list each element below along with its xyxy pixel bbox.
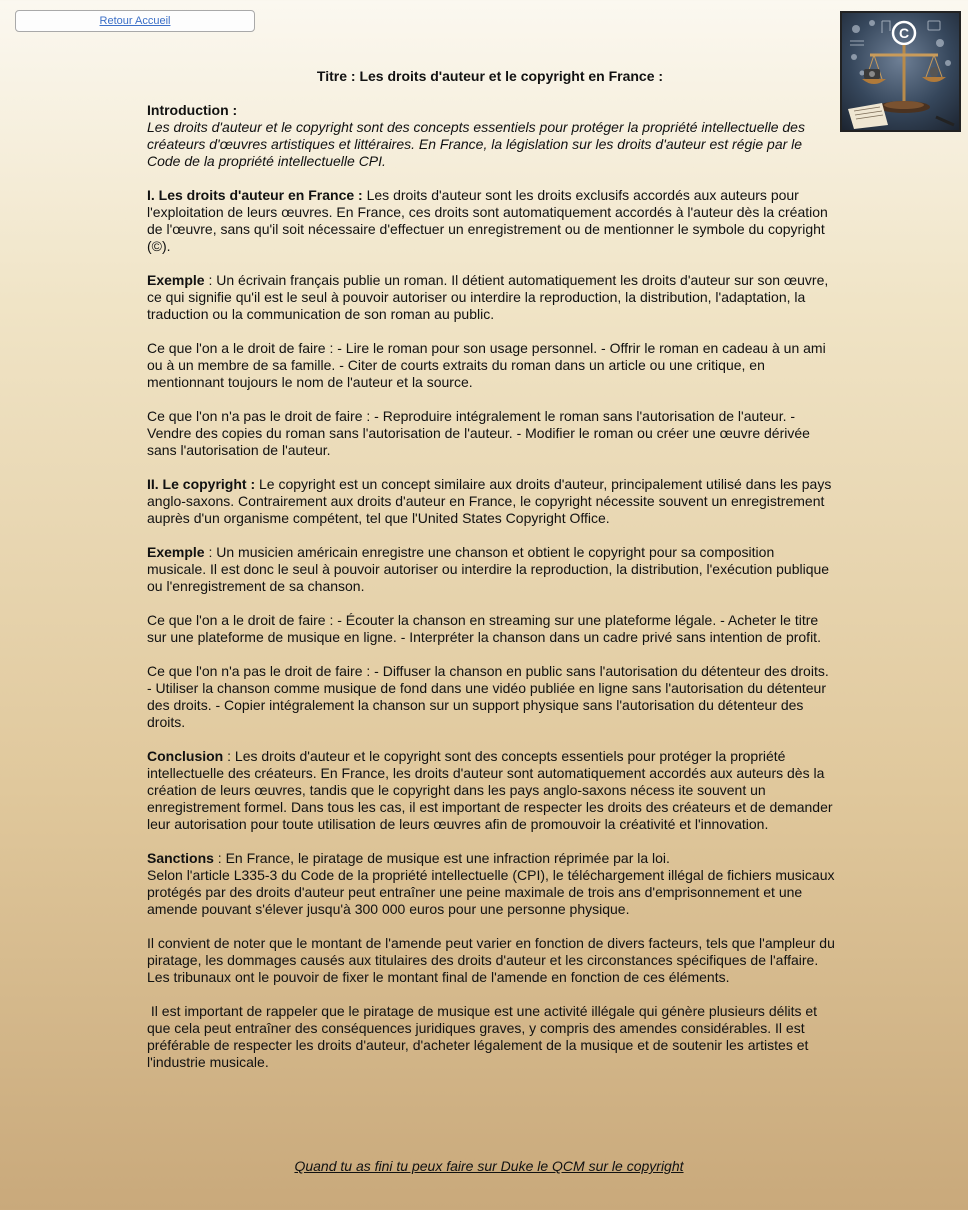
section2-allowed: Ce que l'on a le droit de faire : - Écouter la chanson en streaming sur une plateforme légale. - Acheter le titre sur une plateforme de musique en ligne. - Interpréter la chanson dans un cadre privé sans intention de profit. (147, 612, 821, 645)
qcm-link[interactable]: Quand tu as fini tu peux faire sur Duke le QCM sur le copyright (294, 1158, 684, 1174)
section1-paragraph (147, 187, 837, 255)
section1-example-label: Exemple (147, 272, 205, 288)
section1-allowed: Ce que l'on a le droit de faire : - Lire le roman pour son usage personnel. - Offrir le roman en cadeau à un ami ou à un membre de sa famille. - Citer de courts extraits du roman dans un article ou une critique, en mentionnant toujours le nom de l'auteur et la source. (147, 340, 826, 390)
sanctions-label: Sanctions (147, 850, 214, 866)
section2-paragraph (147, 476, 837, 527)
sanctions-line1: : En France, le piratage de musique est une infraction réprimée par la loi. (213, 850, 670, 866)
section2-example-text: : Un musicien américain enregistre une chanson et obtient le copyright pour sa composition musicale. Il est donc le seul à pouvoir autoriser ou interdire la reproduction, la distribution, l'exécution publique ou l'enregistrement de sa chanson. (147, 544, 830, 594)
section1-example (147, 272, 837, 323)
article-body (147, 102, 837, 1088)
sanctions-paragraph (147, 850, 837, 918)
sanctions-line2: Selon l'article L335-3 du Code de la propriété intellectuelle (CPI), le téléchargement illégal de fichiers musicaux protégés par des droits d'auteur peut entraîner une peine maximale de trois ans d'emprisonnement et une amende pouvant s'élever jusqu'à 300 000 euros pour une personne physique. (147, 867, 835, 917)
section1-example-text: : Un écrivain français publie un roman. Il détient automatiquement les droits d'auteur sur son œuvre, ce qui signifie qu'il est le seul à pouvoir autoriser ou interdire la reproduction, la distribution, l'adaptation, la traduction ou la communication de son roman au public. (147, 272, 829, 322)
section2-forbidden: Ce que l'on n'a pas le droit de faire : - Diffuser la chanson en public sans l'autorisation du détenteur des droits. - Utiliser la chanson comme musique de fond dans une vidéo publiée en ligne sans l'autorisation du détenteur des droits. - Copier intégralement la chanson sur un support physique sans l'autorisation du détenteur des droits. (147, 663, 829, 730)
section2-text: Le copyright est un concept similaire aux droits d'auteur, principalement utilisé dans les pays anglo-saxons. Contrairement aux droits d'auteur en France, le copyright nécessite souvent un enregistrement auprès d'un organisme compétent, tel que l'United States Copyright Office. (147, 476, 832, 526)
section1-text: Les droits d'auteur sont les droits exclusifs accordés aux auteurs pour l'exploitation de leurs œuvres. En France, ces droits sont automatiquement accordés à l'auteur dès la création de l'œuvre, sans qu'il soit nécessaire d'effectuer un enregistrement ou de mentionner le symbole du copyright (©). (147, 187, 828, 254)
conclusion-label: Conclusion (147, 748, 224, 764)
fine-paragraph: Il convient de noter que le montant de l'amende peut varier en fonction de divers facteurs, tels que l'ampleur du piratage, les dommages causés aux titulaires des droits d'auteur et les circonstances spécifiques de l'affaire. Les tribunaux ont le pouvoir de fixer le montant final de l'amende en fonction de ces éléments. (147, 935, 835, 985)
section1-forbidden: Ce que l'on n'a pas le droit de faire : - Reproduire intégralement le roman sans l'autorisation de l'auteur. - Vendre des copies du roman sans l'autorisation de l'auteur. - Modifier le roman ou créer une œuvre dérivée sans l'autorisation de l'auteur. (147, 408, 810, 458)
conclusion-paragraph (147, 748, 837, 833)
intro-paragraph (147, 102, 837, 170)
intro-text: Les droits d'auteur et le copyright sont des concepts essentiels pour protéger la propriété intellectuelle des créateurs d'œuvres artistiques et littéraires. En France, la législation sur les droits d'auteur est régie par le Code de la propriété intellectuelle CPI. (147, 119, 805, 169)
section1-heading: I. Les droits d'auteur en France : (147, 187, 363, 203)
section2-example (147, 544, 837, 595)
section2-example-label: Exemple (147, 544, 205, 560)
final-paragraph: Il est important de rappeler que le piratage de musique est une activité illégale qui génère plusieurs délits et que cela peut entraîner des conséquences juridiques graves, y compris des amendes considérables. Il est préférable de respecter les droits d'auteur, d'acheter légalement de la musique et de soutenir les artistes et l'industrie musicale. (147, 1003, 821, 1070)
back-home-button[interactable]: Retour Accueil (15, 10, 255, 32)
conclusion-text: : Les droits d'auteur et le copyright sont des concepts essentiels pour protéger la propriété intellectuelle des créateurs. En France, les droits d'auteur sont automatiquement accordés aux auteurs dès la création de leurs œuvres, tandis que le copyright dans les pays anglo-saxons nécess ite souvent un enregistrement formel. Dans tous les cas, il est important de respecter les droits des créateurs et de demander leur autorisation pour toute utilisation de leurs œuvres afin de promouvoir la créativité et l'innovation. (147, 748, 833, 832)
intro-heading: Introduction : (147, 102, 238, 118)
page-title: Titre : Les droits d'auteur et le copyright en France : (316, 68, 664, 84)
svg-text:C: C (898, 25, 910, 41)
section2-heading: II. Le copyright : (147, 476, 256, 492)
